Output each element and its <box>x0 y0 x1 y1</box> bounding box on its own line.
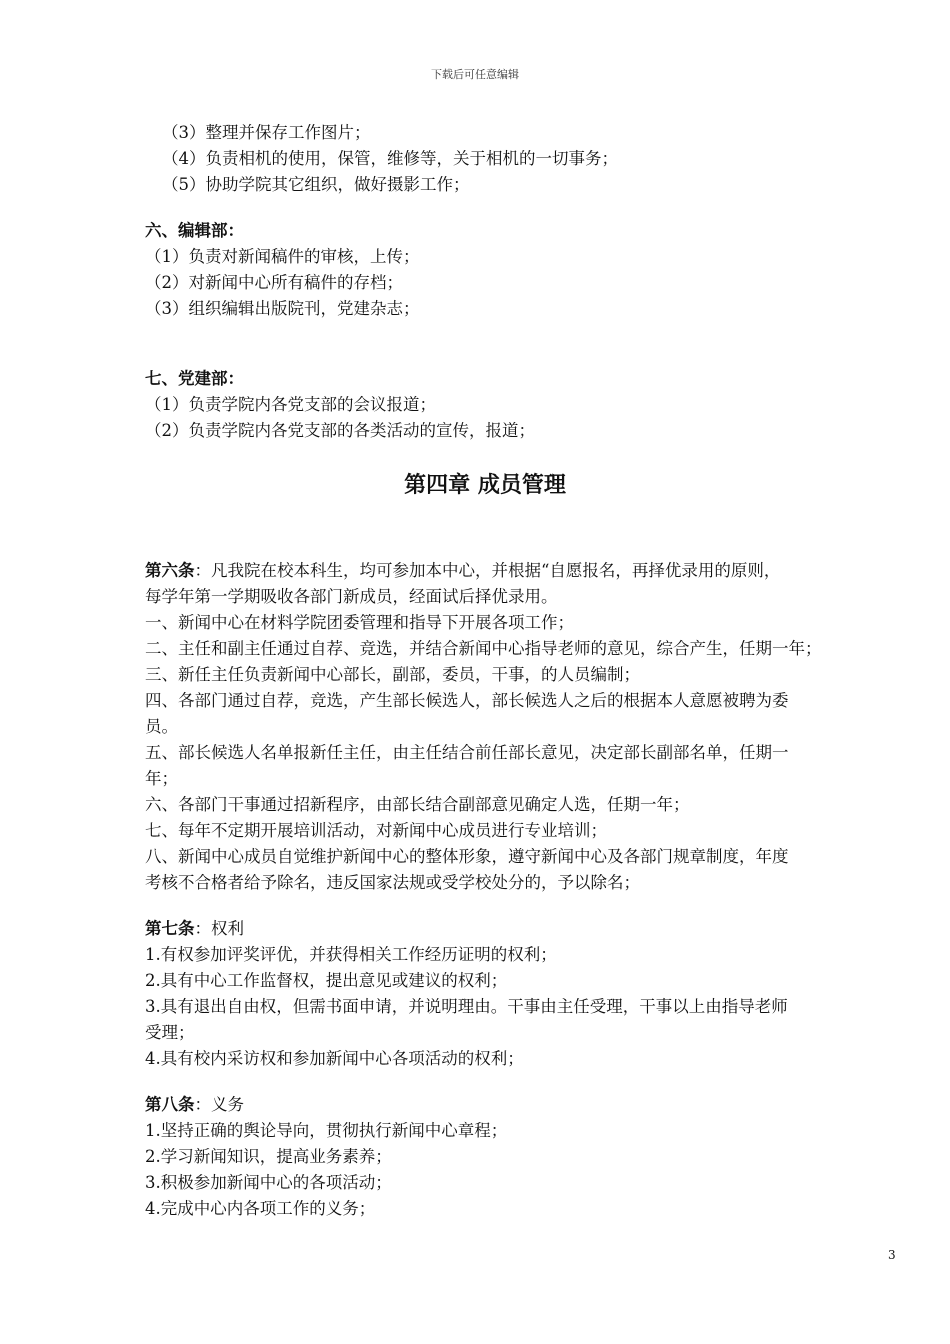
article-6 <box>145 558 925 896</box>
article-line: 三、新任主任负责新闻中心部长，副部，委员，干事，的人员编制； <box>145 665 640 684</box>
list-item: （1）负责学院内各党支部的会议报道； <box>145 395 436 414</box>
section-heading: 六、编辑部： <box>145 221 244 240</box>
article-line: 二、主任和副主任通过自荐、竞选，并结合新闻中心指导老师的意见，综合产生，任期一年； <box>145 639 822 658</box>
list-item: （4）负责相机的使用，保管，维修等，关于相机的一切事务； <box>162 149 618 168</box>
article-line: 考核不合格者给予除名，违反国家法规或受学校处分的，予以除名； <box>145 873 640 892</box>
article-line: 2.学习新闻知识，提高业务素养； <box>145 1147 392 1166</box>
article-label: 第七条 <box>145 919 195 938</box>
article-line: 四、各部门通过自荐，竞选，产生部长候选人，部长候选人之后的根据本人意愿被聘为委 <box>145 691 789 710</box>
article-line: 五、部长候选人名单报新任主任，由主任结合前任部长意见，决定部长副部名单，任期一 <box>145 743 789 762</box>
article-label: 第八条 <box>145 1095 195 1114</box>
page-header: 下载后可任意编辑 <box>431 68 519 81</box>
list-item: （3）整理并保存工作图片； <box>162 123 371 142</box>
article-line: 3.积极参加新闻中心的各项活动； <box>145 1173 392 1192</box>
article-line: 七、每年不定期开展培训活动，对新闻中心成员进行专业培训； <box>145 821 607 840</box>
article-line: 1.有权参加评奖评优，并获得相关工作经历证明的权利； <box>145 945 557 964</box>
article-heading: 第七条：权利 <box>145 919 244 938</box>
article-line: 2.具有中心工作监督权，提出意见或建议的权利； <box>145 971 508 990</box>
photo-duties <box>145 120 925 198</box>
list-item: （3）组织编辑出版院刊，党建杂志； <box>145 299 420 318</box>
article-7 <box>145 916 925 1072</box>
list-item: （2）负责学院内各党支部的各类活动的宣传，报道； <box>145 421 535 440</box>
section-editing <box>145 218 925 322</box>
chapter-title: 第四章 成员管理 <box>404 472 566 498</box>
article-line: 受理； <box>145 1023 195 1042</box>
article-line: 4.完成中心内各项工作的义务； <box>145 1199 376 1218</box>
article-line: 第六条：凡我院在校本科生，均可参加本中心，并根据“自愿报名，再择优录用的原则， <box>145 561 781 580</box>
list-item: （2）对新闻中心所有稿件的存档； <box>145 273 403 292</box>
article-line: 一、新闻中心在材料学院团委管理和指导下开展各项工作； <box>145 613 574 632</box>
section-party <box>145 366 925 444</box>
article-heading: 第八条：义务 <box>145 1095 244 1114</box>
document-body <box>145 120 925 1222</box>
article-line: 年； <box>145 769 178 788</box>
article-line: 八、新闻中心成员自觉维护新闻中心的整体形象，遵守新闻中心及各部门规章制度，年度 <box>145 847 789 866</box>
article-label: 第六条 <box>145 561 195 580</box>
article-line: 3.具有退出自由权，但需书面申请，并说明理由。干事由主任受理，干事以上由指导老师 <box>145 997 788 1016</box>
article-8 <box>145 1092 925 1222</box>
section-heading: 七、党建部： <box>145 369 244 388</box>
list-item: （1）负责对新闻稿件的审核，上传； <box>145 247 420 266</box>
page-number: 3 <box>888 1248 896 1262</box>
article-line: 员。 <box>145 717 178 736</box>
article-line: 4.具有校内采访权和参加新闻中心各项活动的权利； <box>145 1049 524 1068</box>
article-line: 1.坚持正确的舆论导向，贯彻执行新闻中心章程； <box>145 1121 508 1140</box>
article-line: 六、各部门干事通过招新程序，由部长结合副部意见确定人选，任期一年； <box>145 795 690 814</box>
list-item: （5）协助学院其它组织，做好摄影工作； <box>162 175 470 194</box>
article-line: 每学年第一学期吸收各部门新成员，经面试后择优录用。 <box>145 587 558 606</box>
